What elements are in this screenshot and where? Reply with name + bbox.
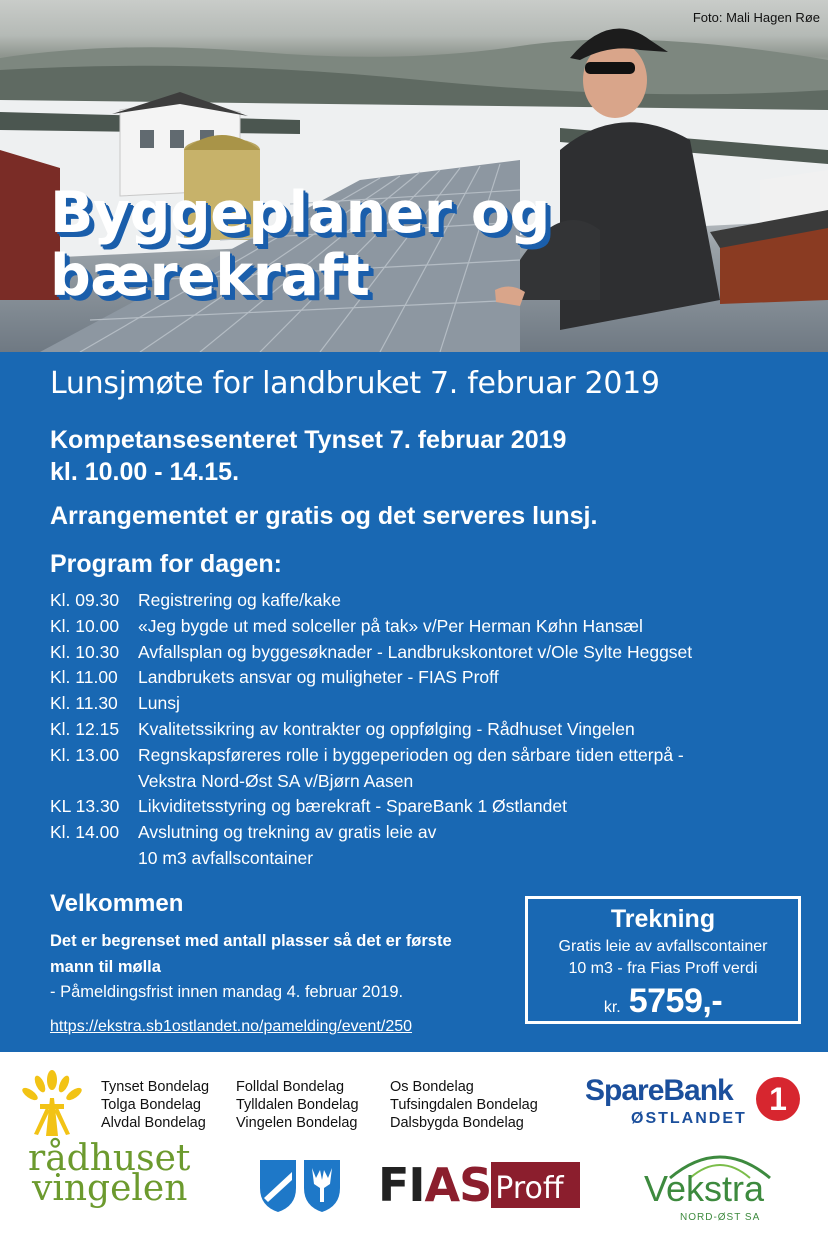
program-heading: Program for dagen: [50,550,282,578]
municipal-shield-icon [260,1160,296,1212]
farmers-union: Alvdal Bondelag [101,1115,206,1131]
prize-draw-line-2: 10 m3 - fra Fias Proff verdi [568,960,758,977]
farmers-union: Tolga Bondelag [101,1097,201,1113]
farmers-union: Dalsbygda Bondelag [390,1115,524,1131]
hero-photo [0,0,828,352]
program-time: Kl. 09.30 [50,590,120,610]
program-description: Avslutning og trekning av gratis leie av [138,822,437,843]
program-item-continued [50,769,692,795]
program-description: Regnskapsføreres rolle i byggeperioden og den sårbare tiden etterpå - [138,744,684,765]
moose-shield-icon [304,1160,340,1212]
program-description: «Jeg bygde ut med solceller på tak» v/Per Herman Køhn Hansæl [138,615,643,636]
program-time: Kl. 12.15 [50,718,120,739]
poster-title-line-1: Byggeplaner og [50,180,550,246]
program-description: Lunsj [138,693,180,714]
program-item [50,820,692,846]
program-description: Kvalitetssikring av kontrakter og oppfølging - Rådhuset Vingelen [138,718,635,739]
sponsor-strip [0,1052,828,1236]
program-item [50,665,692,691]
program-time: Kl. 10.30 [50,641,120,662]
program-time: Kl. 14.00 [50,822,120,843]
fias-wordmark-as: AS [424,1158,492,1212]
radhuset-line-2: vingelen [32,1168,188,1209]
venue-line-2: kl. 10.00 - 14.15. [50,458,240,486]
farmers-union-column-2 [236,1078,359,1132]
sparebank-logo [585,1074,805,1136]
farmers-union: Vingelen Bondelag [236,1115,358,1131]
prize-currency: kr. [603,999,621,1016]
sparebank-wordmark: SpareBank [585,1074,733,1107]
event-subtitle: Lunsjmøte for landbruket 7. februar 2019 [50,366,660,401]
program-time: Kl. 10.00 [50,615,120,636]
program-item [50,588,692,614]
vekstra-logo [640,1142,800,1232]
program-description: Vekstra Nord-Øst SA v/Bjørn Aasen [138,770,414,791]
prize-amount: 5759,- [628,982,723,1020]
farmers-union: Tylldalen Bondelag [236,1097,359,1113]
farmers-union: Os Bondelag [390,1079,474,1095]
fias-proff-logo [378,1158,580,1212]
prize-draw-heading: Trekning [610,905,716,933]
program-description: Landbrukets ansvar og muligheter - FIAS Proff [138,667,499,688]
poster-title-line-2: bærekraft [50,243,370,309]
vekstra-region: NORD-ØST SA [680,1212,761,1223]
program-item [50,743,692,769]
program-time: Kl. 13.00 [50,744,120,765]
program-item [50,614,692,640]
farmers-union-column-3 [390,1078,538,1132]
photo-credit: Foto: Mali Hagen Røe [692,10,820,25]
radhuset-vingelen-logo [28,1138,191,1209]
prize-draw-line-1: Gratis leie av avfallscontainer [558,938,768,955]
program-item [50,794,692,820]
registration-link[interactable]: https://ekstra.sb1ostlandet.no/pamelding/event/250 [50,1018,413,1035]
welcome-heading: Velkommen [50,890,184,917]
radhuset-line-1: rådhuset [28,1138,191,1179]
program-item [50,640,692,666]
sparebank-one-icon [755,1076,801,1122]
event-info-panel [0,352,828,1052]
free-lunch-note: Arrangementet er gratis og det serveres lunsj. [50,502,598,530]
prize-value [528,982,798,1021]
poster-title [50,182,550,308]
program-description: Registrering og kaffe/kake [138,590,341,610]
wheat-sheaf-icon [20,1068,84,1138]
municipal-shields [258,1158,344,1214]
program-time: Kl. 11.30 [50,693,118,714]
program-item-continued [50,846,692,872]
fias-wordmark-proff: Proff [491,1162,579,1208]
farmers-union: Folldal Bondelag [236,1079,345,1095]
program-list [50,588,692,872]
program-description: Likviditetsstyring og bærekraft - SpareBank 1 Østlandet [138,796,567,817]
farmers-union-column-1 [101,1078,209,1132]
sparebank-region: ØSTLANDET [631,1110,747,1127]
fias-wordmark-fi: FI [378,1158,425,1212]
registration-deadline: - Påmeldingsfrist innen mandag 4. februar 2019. [50,983,404,1001]
venue-line-1: Kompetansesenteret Tynset 7. februar 2019 [50,426,567,454]
program-description: 10 m3 avfallscontainer [138,847,314,868]
program-time: Kl. 11.00 [50,667,118,688]
program-item [50,691,692,717]
farmers-union: Tufsingdalen Bondelag [390,1097,538,1113]
limited-seats-note: Det er begrenset med antall plasser så det er første mann til mølla [50,932,452,976]
vekstra-wordmark: Vekstra [644,1168,765,1209]
prize-draw-box [525,896,801,1024]
program-time: KL 13.30 [50,796,120,817]
program-description: Avfallsplan og byggesøknader - Landbrukskontoret v/Ole Sylte Heggset [138,641,693,662]
program-item [50,717,692,743]
farmers-union: Tynset Bondelag [101,1079,210,1095]
event-venue [50,424,566,488]
sparebank-number: 1 [769,1081,787,1117]
